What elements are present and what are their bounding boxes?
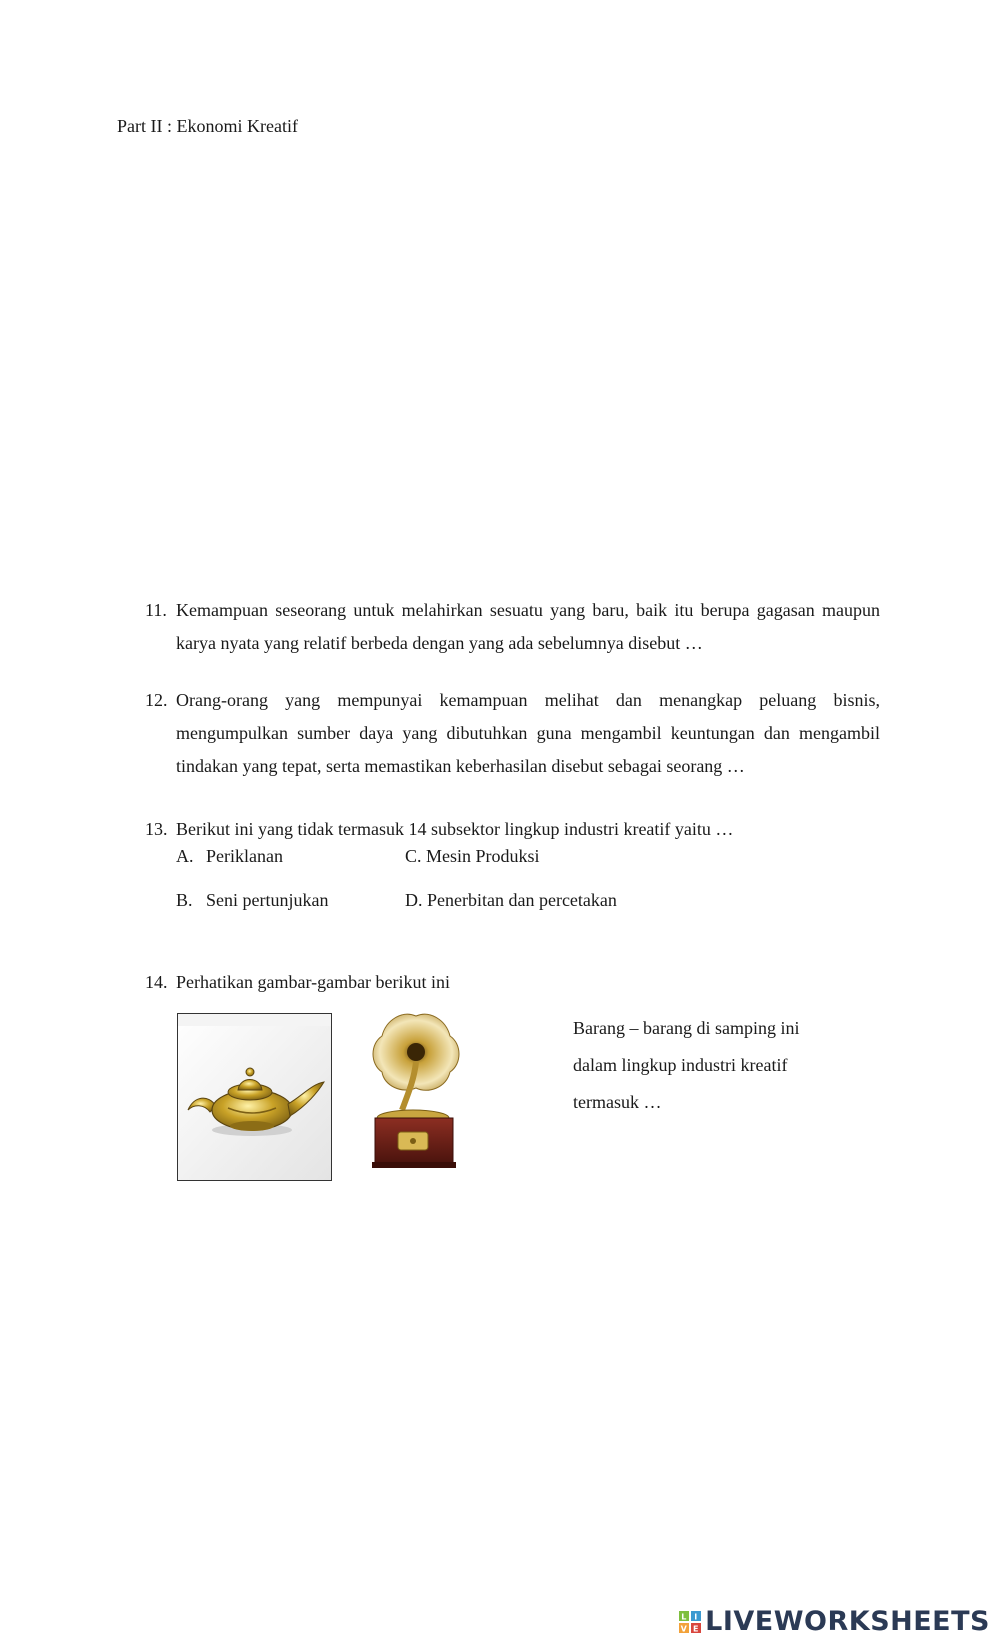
question-14 (145, 966, 880, 999)
liveworksheets-logo (679, 1606, 990, 1637)
option-a[interactable] (176, 846, 283, 867)
side-line: Barang – barang di samping ini (573, 1018, 800, 1038)
option-c[interactable] (405, 846, 540, 867)
mark-letter: E (693, 1624, 700, 1633)
question-text: Berikut ini yang tidak termasuk 14 subsektor lingkup industri kreatif yaitu … (176, 819, 734, 839)
side-line: dalam lingkup industri kreatif (573, 1055, 788, 1075)
question-11 (145, 594, 880, 660)
lamp-image (177, 1013, 332, 1181)
option-b[interactable] (176, 890, 328, 911)
mark-letter: I (694, 1612, 698, 1621)
option-letter: C. (405, 846, 422, 866)
question-number: 11. (145, 600, 167, 620)
option-d[interactable] (405, 890, 617, 911)
option-letter: B. (176, 890, 193, 910)
brass-lamp-icon (178, 1014, 331, 1180)
mark-letter: L (681, 1612, 687, 1621)
liveworksheets-mark-icon (679, 1611, 701, 1633)
question-number: 14. (145, 972, 168, 992)
question-text: Orang-orang yang mempunyai kemampuan melihat dan menangkap peluang bisnis, mengumpulkan sumber daya yang dibutuhkan guna mengambil keuntungan dan mengambil tindakan yang tepat, serta memastikan keberhasilan disebut sebagai seorang … (176, 690, 880, 776)
option-text: Penerbitan dan percetakan (427, 890, 617, 910)
option-text: Mesin Produksi (426, 846, 540, 866)
gramophone-icon (358, 1010, 498, 1180)
page-heading: Part II : Ekonomi Kreatif (117, 116, 298, 136)
option-text: Seni pertunjukan (206, 890, 329, 910)
question-text: Kemampuan seseorang untuk melahirkan sesuatu yang baru, baik itu berupa gagasan maupun karya nyata yang relatif berbeda dengan yang ada sebelumnya disebut … (176, 600, 880, 653)
mark-letter: V (680, 1624, 688, 1633)
option-letter: D. (405, 890, 423, 910)
brand-name: LIVEWORKSHEETS (705, 1606, 990, 1637)
question-number: 13. (145, 819, 168, 839)
option-letter: A. (176, 846, 194, 866)
side-line: termasuk … (573, 1092, 662, 1112)
question-14-side-text (573, 1010, 863, 1121)
question-12 (145, 684, 880, 783)
question-text: Perhatikan gambar-gambar berikut ini (176, 972, 451, 992)
gramophone-image (358, 1010, 498, 1180)
question-13 (145, 813, 880, 846)
question-number: 12. (145, 690, 168, 710)
option-text: Periklanan (206, 846, 283, 866)
